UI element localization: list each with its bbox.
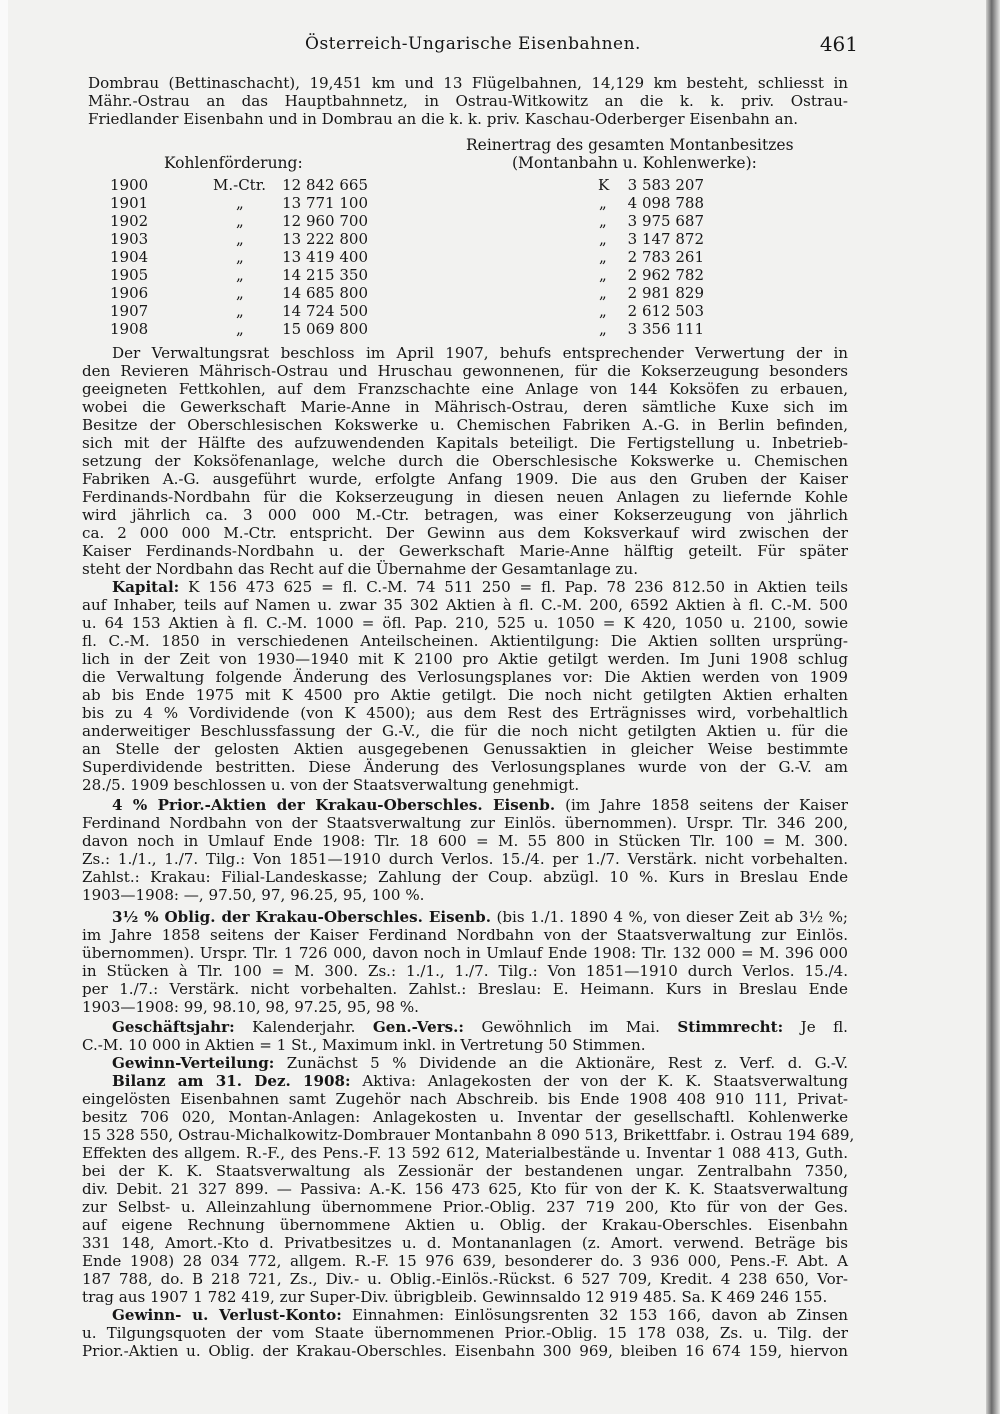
bilanz-line: Effekten des allgem. R.-F., des Pens.-F. 13 592 612, Materialbestände u. Inventar 1 088 413, Guth. [82,1144,848,1162]
table-year: 1901 [110,194,149,212]
bilanz-line: eingelösten Eisenbahnen samt Zugehör nach Abschreib. bis Ende 1908 408 910 111, Privat- [82,1090,848,1108]
kapital-line: Superdividende bestritten. Diese Änderung des Verlosungsplanes wurde von der G.-V. am [82,758,848,776]
bilanz-line: 331 148, Amort.-Kto d. Privatbesitzes u. d. Montananlagen (z. Amort. verwend. Beträge bis [82,1234,848,1252]
intro-line: Dombrau (Bettinaschacht), 19,451 km und 13 Flügelbahnen, 14,129 km besteht, schliesst in [88,74,848,92]
kapital-line: die Verwaltung folgende Änderung des Verlosungsplanes vor: Die Aktien werden von 1909 [82,668,848,686]
table-year: 1902 [110,212,149,230]
prior-line: Ferdinand Nordbahn von der Staatsverwaltung zur Einlös. übernommen). Urspr. Tlr. 346 200, [82,814,848,832]
ditto-mark: „ [599,248,607,266]
bilanz-line: 15 328 550, Ostrau-Michalkowitz-Dombrauer Montanbahn 8 090 513, Brikettfabr. i. Ostrau 194 689, [82,1126,855,1144]
bilanz-line: 187 788, do. B 218 721, Zs., Div.- u. Oblig.-Einlös.-Rückst. 6 527 709, Kredit. 4 238 650, Vor- [82,1270,848,1288]
body-line: steht der Nordbahn das Recht auf die Übernahme der Gesamtanlage zu. [82,560,639,578]
gewinn-konto-label: Gewinn- u. Verlust-Konto: [112,1306,342,1324]
prior-line: Zs.: 1./1., 1./7. Tilg.: Von 1851—1910 durch Verlos. 15./4. per 1./7. Verstärk. nicht vorbehalten. [82,850,848,868]
unit-mctr: M.-Ctr. [213,176,266,194]
body-line: wobei die Gewerkschaft Marie-Anne in Mährisch-Ostrau, deren sämtliche Kuxe sich im [82,398,848,416]
geschaeftsjahr-label: Geschäftsjahr: [112,1018,235,1036]
table-year: 1904 [110,248,149,266]
table-year: 1908 [110,320,149,338]
ditto-mark: „ [236,212,244,230]
ditto-mark: „ [236,266,244,284]
prior-line: davon noch in Umlauf Ende 1908: Tlr. 18 600 = M. 55 800 in Stücken Tlr. 100 = M. 300. [82,832,848,850]
profit-heading-2: (Montanbahn u. Kohlenwerke): [512,154,757,172]
table-tons: 12 960 700 [282,212,368,230]
page-number: 461 [819,32,858,56]
table-profit: 3 147 872 [627,230,704,248]
gewinn-konto-line: u. Tilgungsquoten der vom Staate übernommenen Prior.-Oblig. 15 178 038, Zs. u. Tilg. der [82,1324,848,1342]
prior-line: 4 % Prior.-Aktien der Krakau-Oberschles. Eisenb. (im Jahre 1858 seitens der Kaiser [112,796,848,814]
gewinn-konto-line: Gewinn- u. Verlust-Konto: Einnahmen: Einlösungsrenten 32 153 166, davon ab Zinsen [112,1306,848,1324]
kapital-label: Kapital: [112,578,180,596]
body-line: sich mit der Hälfte des aufzuwendenden Kapitals beteiligt. Die Fertigstellung u. Inbetrieb- [82,434,848,452]
kapital-line: lich in der Zeit von 1930—1940 mit K 2100 pro Aktie getilgt werden. Im Juni 1908 schlug [82,650,848,668]
prior-line: Zahlst.: Krakau: Filial-Landeskasse; Zahlung der Coup. abzügl. 10 %. Kurs in Breslau Ende [82,868,848,886]
table-profit: 3 356 111 [627,320,704,338]
coal-output-heading: Kohlenförderung: [164,154,303,172]
ditto-mark: „ [599,266,607,284]
bilanz-line: zur Selbst- u. Alleinzahlung übernommene Prior.-Oblig. 237 719 200, Kto für von der Ges. [82,1198,848,1216]
ditto-mark: „ [599,212,607,230]
table-profit: 3 975 687 [627,212,704,230]
body-line: wird jährlich ca. 3 000 000 M.-Ctr. betragen, was einer Kokserzeugung von jährlich [82,506,848,524]
body-line: Ferdinands-Nordbahn für die Kokserzeugung in diesen neuen Anlagen zu liefernde Kohle [82,488,848,506]
bilanz-label: Bilanz am 31. Dez. 1908: [112,1072,351,1090]
table-tons: 15 069 800 [282,320,368,338]
body-line: ca. 2 000 000 M.-Ctr. entspricht. Der Gewinn aus dem Koksverkauf wird zwischen der [82,524,848,542]
geschaeftsjahr-line: Geschäftsjahr: Kalenderjahr. Gen.-Vers.: Gewöhnlich im Mai. Stimmrecht: Je fl. [112,1018,848,1036]
table-year: 1903 [110,230,149,248]
oblig-line: übernommen). Urspr. Tlr. 1 726 000, davon noch in Umlauf Ende 1908: Tlr. 132 000 = M. 396 000 [82,944,848,962]
prior-label: 4 % Prior.-Aktien der Krakau-Oberschles. Eisenb. [112,796,556,814]
kapital-line: bis zu 4 % Vordividende (von K 4500); aus dem Rest des Erträgnisses wird, vorbehaltlich [82,704,848,722]
gewinn-verteilung-label: Gewinn-Verteilung: [112,1054,275,1072]
ditto-mark: „ [236,230,244,248]
body-line: Fabriken A.-G. ausgeführt wurde, erfolgte Anfang 1909. Die aus den Gruben der Kaiser [82,470,848,488]
table-tons: 13 419 400 [282,248,368,266]
table-tons: 12 842 665 [282,176,368,194]
kapital-line: anderweitiger Beschlussfassung der G.-V., die für die noch nicht getilgten Aktien u. für die [82,722,848,740]
bilanz-line: besitz 706 020, Montan-Anlagen: Anlagekosten u. Inventar der gesellschaftl. Kohlenwerke [82,1108,848,1126]
table-tons: 13 222 800 [282,230,368,248]
body-line: Der Verwaltungsrat beschloss im April 1907, behufs entsprechender Verwertung der in [112,344,848,362]
bilanz-line: div. Debit. 21 327 899. — Passiva: A.-K. 156 473 625, Kto für von der K. K. Staatsverwaltung [82,1180,848,1198]
table-profit: 2 981 829 [627,284,704,302]
kapital-line: ab bis Ende 1975 mit K 4500 pro Aktie getilgt. Die noch nicht getilgten Aktien erhalten [82,686,848,704]
table-profit: 3 583 207 [627,176,704,194]
table-year: 1907 [110,302,149,320]
bilanz-line: Bilanz am 31. Dez. 1908: Aktiva: Anlagekosten der von der K. K. Staatsverwaltung [112,1072,848,1090]
geschaeftsjahr-line: C.-M. 10 000 in Aktien = 1 St., Maximum inkl. in Vertretung 50 Stimmen. [82,1036,646,1054]
profit-heading-1: Reinertrag des gesamten Montanbesitzes [466,136,794,154]
page-edge-shadow [986,0,1000,1414]
bilanz-line: trag aus 1907 1 782 419, zur Super-Div. übrigbleib. Gewinnsaldo 12 919 485. Sa. K 469 246 155. [82,1288,828,1306]
ditto-mark: „ [599,194,607,212]
kapital-line: Kapital: K 156 473 625 = fl. C.-M. 74 511 250 = fl. Pap. 78 236 812.50 in Aktien teils [112,578,848,596]
prior-line: 1903—1908: —, 97.50, 97, 96.25, 95, 100 %. [82,886,425,904]
ditto-mark: „ [599,320,607,338]
ditto-mark: „ [236,302,244,320]
kapital-line: auf Inhaber, teils auf Namen u. zwar 35 302 Aktien à fl. C.-M. 200, 6592 Aktien à fl. C.-M. 500 [82,596,848,614]
running-title: Österreich-Ungarische Eisenbahnen. [305,34,641,54]
oblig-line: im Jahre 1858 seitens der Kaiser Ferdinand Nordbahn von der Staatsverwaltung zur Einlös. [82,926,848,944]
kapital-line: u. 64 153 Aktien à fl. C.-M. 1000 = öfl. Pap. 210, 525 u. 1050 = K 420, 1050 u. 2100, sowie [82,614,848,632]
bilanz-line: auf eigene Rechnung übernommene Aktien u. Oblig. der Krakau-Oberschles. Eisenbahn [82,1216,848,1234]
table-year: 1900 [110,176,149,194]
oblig-line: per 1./7.: Verstärk. nicht vorbehalten. Zahlst.: Breslau: E. Heimann. Kurs in Breslau Ende [82,980,848,998]
gewinn-konto-line: Prior.-Aktien u. Oblig. der Krakau-Oberschles. Eisenbahn 300 969, bleiben 16 674 159, hiervon [82,1342,848,1360]
page-header [88,34,858,58]
intro-line: Mähr.-Ostrau an das Hauptbahnnetz, in Ostrau-Witkowitz an die k. k. priv. Ostrau- [88,92,848,110]
bilanz-line: Ende 1908) 28 034 772, allgem. R.-F. 15 976 639, besonderer do. 3 936 000, Pens.-F. Abt. A [82,1252,848,1270]
table-year: 1905 [110,266,149,284]
ditto-mark: „ [236,284,244,302]
table-tons: 14 685 800 [282,284,368,302]
intro-line: Friedlander Eisenbahn und in Dombrau an die k. k. priv. Kaschau-Oderberger Eisenbahn an. [88,110,799,128]
ditto-mark: „ [236,248,244,266]
body-line: Kaiser Ferdinands-Nordbahn u. der Gewerkschaft Marie-Anne hälftig geteilt. Für später [82,542,848,560]
body-line: setzung der Koksöfenanlage, welche durch die Oberschlesische Kokswerke u. Chemischen [82,452,848,470]
ditto-mark: „ [599,302,607,320]
table-profit: 2 783 261 [627,248,704,266]
kapital-line: 28./5. 1909 beschlossen u. von der Staatsverwaltung genehmigt. [82,776,580,794]
body-line: Besitze der Oberschlesischen Kokswerke u. Chemischen Fabriken A.-G. in Berlin befinden, [82,416,848,434]
kapital-line: an Stelle der gelosten Aktien ausgegebenen Genussaktien in gleicher Weise bestimmte [82,740,848,758]
body-line: den Revieren Mährisch-Ostrau und Hruschau gewonnenen, für die Kokserzeugung besonders [82,362,848,380]
oblig-label: 3½ % Oblig. der Krakau-Oberschles. Eisenb. [112,908,491,926]
kapital-line: fl. C.-M. 1850 in verschiedenen Anteilscheinen. Aktientilgung: Die Aktien sollten ursprüng- [82,632,848,650]
unit-k: K [598,176,610,194]
table-tons: 14 724 500 [282,302,368,320]
left-margin [0,0,8,1414]
table-tons: 13 771 100 [282,194,368,212]
table-profit: 4 098 788 [627,194,704,212]
ditto-mark: „ [236,320,244,338]
body-line: geeigneten Fettkohlen, auf dem Franzschachte eine Anlage von 144 Koksöfen zu erbauen, [82,380,848,398]
table-profit: 2 612 503 [627,302,704,320]
stimmrecht-label: Stimmrecht: [677,1018,784,1036]
gen-vers-label: Gen.-Vers.: [372,1018,464,1036]
ditto-mark: „ [599,230,607,248]
bilanz-line: bei der K. K. Staatsverwaltung als Zessionär der bestandenen ungar. Zentralbahn 7350, [82,1162,848,1180]
table-profit: 2 962 782 [627,266,704,284]
ditto-mark: „ [599,284,607,302]
oblig-line: in Stücken à Tlr. 100 = M. 300. Zs.: 1./1., 1./7. Tilg.: Von 1851—1910 durch Verlos. 15./4. [82,962,848,980]
gewinn-verteilung-line: Gewinn-Verteilung: Zunächst 5 % Dividende an die Aktionäre, Rest z. Verf. d. G.-V. [112,1054,848,1072]
oblig-line: 1903—1908: 99, 98.10, 98, 97.25, 95, 98 %. [82,998,419,1016]
oblig-line: 3½ % Oblig. der Krakau-Oberschles. Eisenb. (bis 1./1. 1890 4 %, von dieser Zeit ab 3½ %; [112,908,849,926]
table-year: 1906 [110,284,149,302]
ditto-mark: „ [236,194,244,212]
table-tons: 14 215 350 [282,266,368,284]
